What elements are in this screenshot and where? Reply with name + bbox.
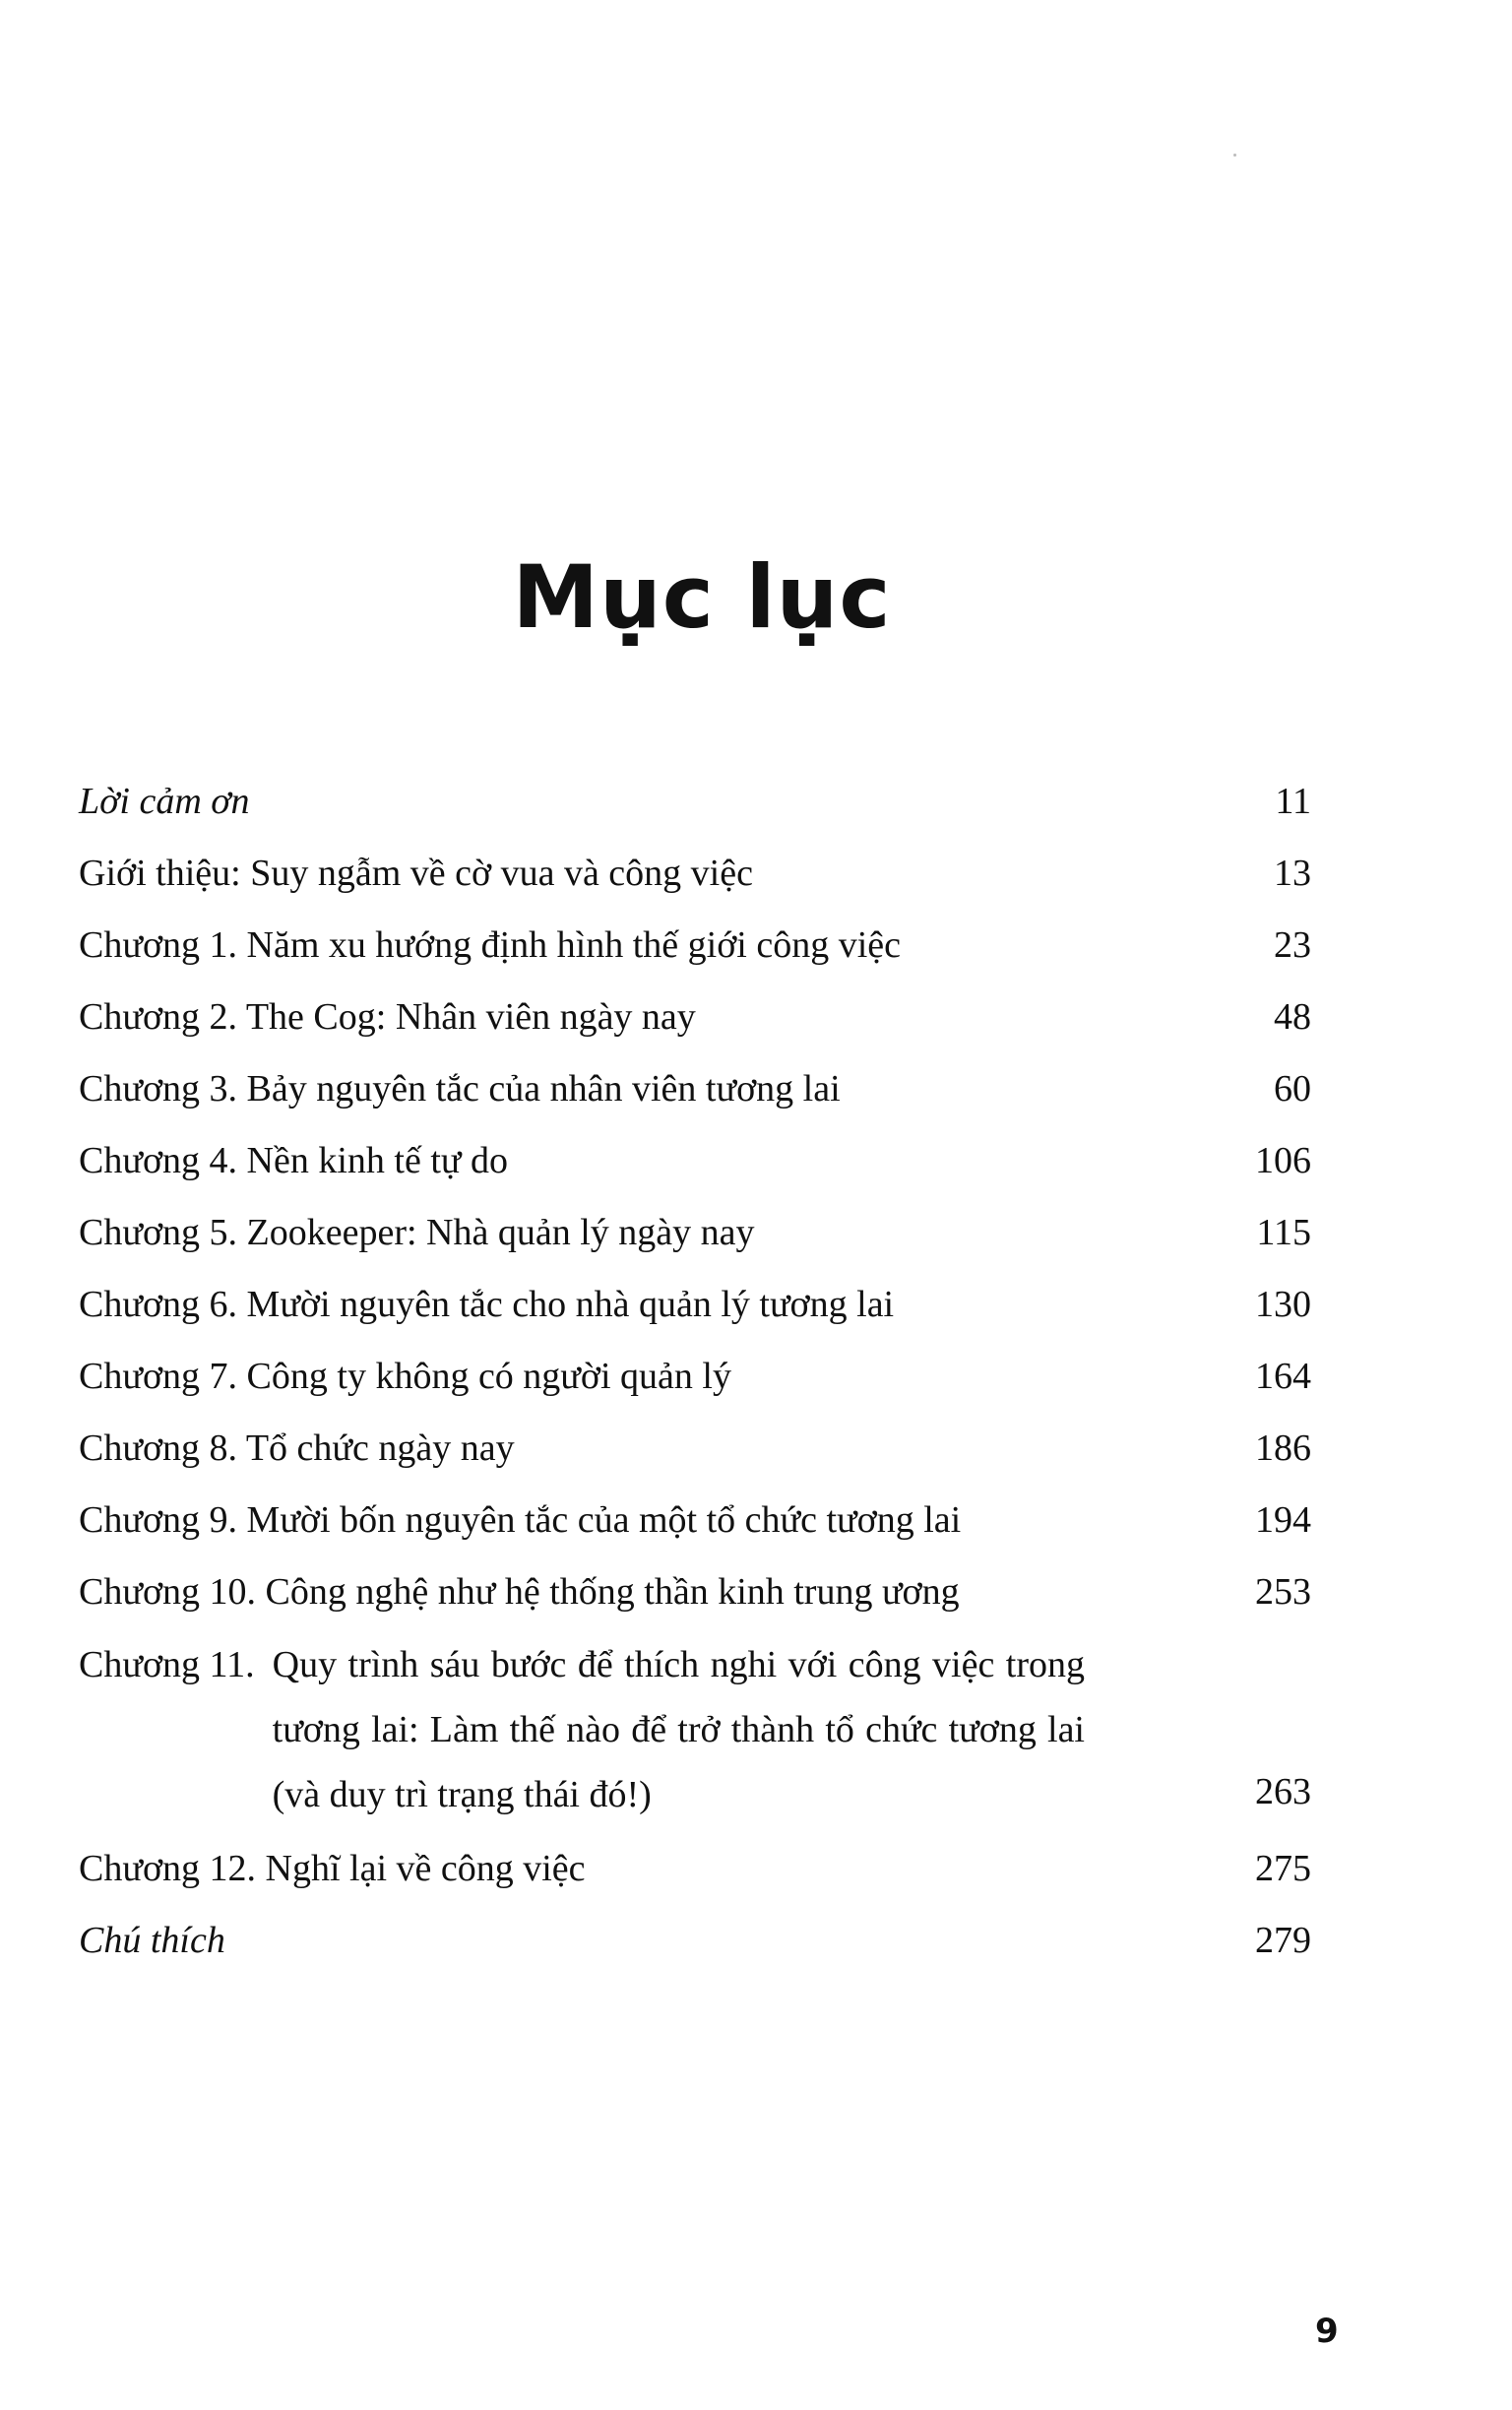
toc-entry-text-block bbox=[79, 1632, 1193, 1827]
toc-entry-chapter-12[interactable] bbox=[79, 1833, 1311, 1905]
toc-entry-notes[interactable] bbox=[79, 1905, 1311, 1977]
toc-entry-label: Chương 11. bbox=[79, 1644, 255, 1685]
page-number: 9 bbox=[1315, 2312, 1339, 2351]
toc-entry-text: Chương 2. The Cog: Nhân viên ngày nay bbox=[79, 996, 696, 1038]
toc-entry-chapter-2[interactable] bbox=[79, 982, 1311, 1053]
toc-entry-text: Chú thích bbox=[79, 1920, 225, 1961]
toc-entry-chapter-9[interactable] bbox=[79, 1485, 1311, 1556]
toc-entry-page: 11 bbox=[1275, 781, 1311, 822]
page-title: Mục lục bbox=[512, 546, 892, 648]
toc-entry-page: 275 bbox=[1255, 1848, 1311, 1889]
toc-entry-page: 164 bbox=[1255, 1356, 1311, 1397]
table-of-contents bbox=[79, 766, 1311, 1977]
toc-entry-chapter-5[interactable] bbox=[79, 1197, 1311, 1269]
toc-entry-text: Chương 3. Bảy nguyên tắc của nhân viên tương lai bbox=[79, 1068, 841, 1110]
toc-entry-page: 279 bbox=[1255, 1920, 1311, 1961]
toc-entry-text: Chương 10. Công nghệ như hệ thống thần kinh trung ương bbox=[79, 1571, 960, 1613]
toc-entry-text: Chương 12. Nghĩ lại về công việc bbox=[79, 1848, 586, 1889]
toc-entry-page: 115 bbox=[1256, 1212, 1311, 1253]
toc-entry-page: 253 bbox=[1255, 1571, 1311, 1613]
toc-entry-text: Chương 6. Mười nguyên tắc cho nhà quản lý tương lai bbox=[79, 1284, 895, 1325]
toc-entry-chapter-10[interactable] bbox=[79, 1556, 1311, 1628]
toc-entry-text: Quy trình sáu bước để thích nghi với công việc trong tương lai: Làm thế nào để trở thành tổ chức tương lai (và duy trì trạng thái đó!) bbox=[272, 1644, 1085, 1815]
toc-entry-page: 194 bbox=[1255, 1499, 1311, 1541]
toc-entry-chapter-4[interactable] bbox=[79, 1125, 1311, 1197]
toc-entry-page: 13 bbox=[1274, 853, 1311, 894]
toc-entry-text: Chương 9. Mười bốn nguyên tắc của một tổ chức tương lai bbox=[79, 1499, 962, 1541]
toc-entry-page: 130 bbox=[1255, 1284, 1311, 1325]
toc-entry-acknowledgements[interactable] bbox=[79, 766, 1311, 838]
toc-entry-text: Chương 4. Nền kinh tế tự do bbox=[79, 1140, 508, 1181]
toc-entry-text: Chương 8. Tổ chức ngày nay bbox=[79, 1427, 515, 1469]
toc-entry-page: 106 bbox=[1255, 1140, 1311, 1181]
toc-entry-text: Lời cảm ơn bbox=[79, 781, 250, 822]
toc-entry-chapter-11[interactable] bbox=[79, 1632, 1311, 1827]
toc-entry-chapter-7[interactable] bbox=[79, 1341, 1311, 1413]
toc-entry-text: Chương 1. Năm xu hướng định hình thế giới công việc bbox=[79, 924, 901, 966]
toc-entry-chapter-8[interactable] bbox=[79, 1413, 1311, 1485]
toc-entry-text: Giới thiệu: Suy ngẫm về cờ vua và công việc bbox=[79, 853, 753, 894]
toc-entry-chapter-6[interactable] bbox=[79, 1269, 1311, 1341]
toc-entry-page: 186 bbox=[1255, 1427, 1311, 1469]
toc-entry-page: 263 bbox=[1255, 1771, 1311, 1812]
toc-entry-text: Chương 7. Công ty không có người quản lý bbox=[79, 1356, 731, 1397]
toc-entry-page: 60 bbox=[1274, 1068, 1311, 1110]
toc-entry-chapter-3[interactable] bbox=[79, 1053, 1311, 1125]
toc-entry-text: Chương 5. Zookeeper: Nhà quản lý ngày nay bbox=[79, 1212, 755, 1253]
toc-entry-chapter-1[interactable] bbox=[79, 910, 1311, 982]
toc-entry-page: 48 bbox=[1274, 996, 1311, 1038]
toc-entry-introduction[interactable] bbox=[79, 838, 1311, 910]
toc-entry-page: 23 bbox=[1274, 924, 1311, 966]
page-speck bbox=[1233, 154, 1236, 157]
